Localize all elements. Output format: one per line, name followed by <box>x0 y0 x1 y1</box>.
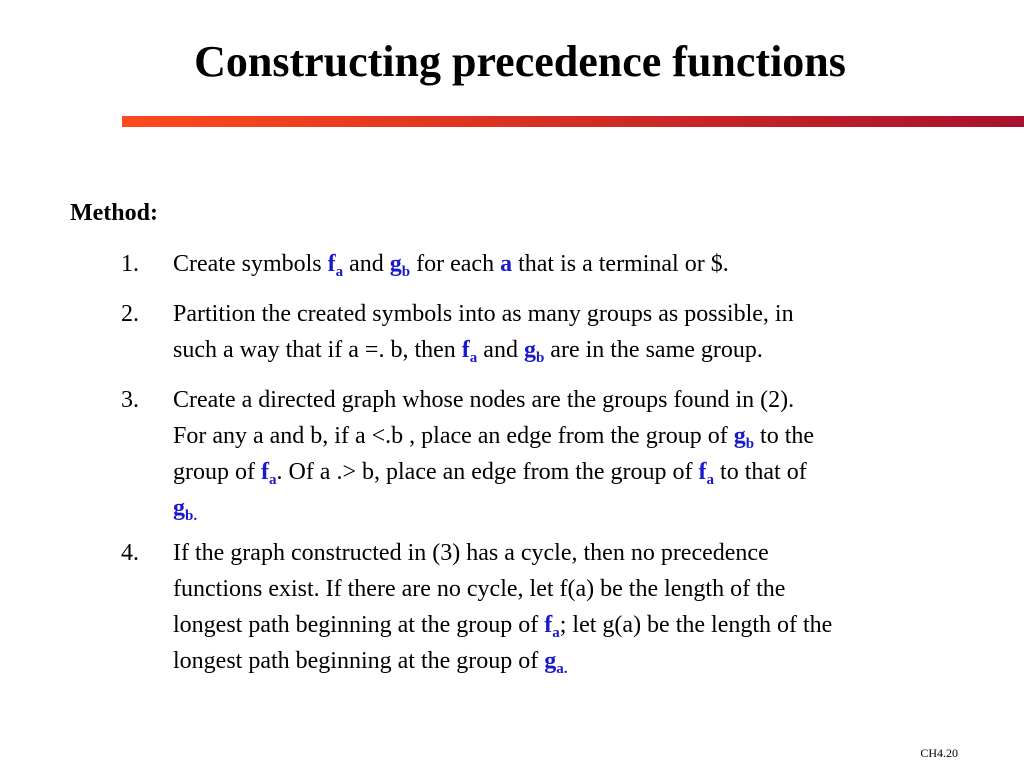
step-line <box>173 490 963 526</box>
slide-title: Constructing precedence functions <box>194 37 846 86</box>
step-text <box>173 246 963 282</box>
step-text-run: longest path beginning at the group of <box>173 612 545 638</box>
step-text <box>173 382 963 526</box>
function-symbol <box>500 251 512 277</box>
step-line <box>173 246 963 282</box>
function-symbol <box>544 648 568 677</box>
function-symbol <box>461 337 478 366</box>
symbol-subscript: b. <box>185 508 198 524</box>
symbol-subscript: a <box>552 625 560 641</box>
step-text-run: longest path beginning at the group of <box>173 648 545 674</box>
symbol-base: g <box>389 251 402 277</box>
symbol-base: a <box>500 251 513 277</box>
step-text <box>173 296 963 368</box>
step-text-run: Partition the created symbols into as many groups as possible, in <box>173 301 794 327</box>
step-number: 4. <box>121 540 139 566</box>
step-line <box>173 607 963 643</box>
function-symbol <box>260 459 277 488</box>
step-number: 3. <box>121 387 139 413</box>
step-text-run: and <box>477 337 524 363</box>
step-text-run: If the graph constructed in (3) has a cycle, then no precedence <box>173 540 769 566</box>
step-line <box>173 296 963 332</box>
step-text-run: Create symbols <box>173 251 328 277</box>
step-text-run: that is a terminal or $. <box>512 251 729 277</box>
step-line <box>173 643 963 679</box>
function-symbol <box>389 251 411 280</box>
step-line <box>173 382 963 418</box>
symbol-base: f <box>327 251 336 277</box>
page-number: CH4.20 <box>920 746 958 760</box>
symbol-base: g <box>733 423 746 449</box>
symbol-subscript: b <box>535 350 545 366</box>
symbol-subscript: b <box>401 264 411 280</box>
function-symbol <box>544 612 560 641</box>
step-text-run: are in the same group. <box>544 337 763 363</box>
symbol-subscript: a <box>469 350 478 366</box>
symbol-base: f <box>698 459 707 485</box>
step-text-run: for each <box>410 251 501 277</box>
function-symbol <box>698 459 715 488</box>
step-text <box>173 535 963 679</box>
step-line <box>173 571 963 607</box>
symbol-base: g <box>523 337 536 363</box>
step-text-run: such a way that if a =. b, then <box>173 337 462 363</box>
step-line <box>173 332 963 368</box>
symbol-base: f <box>260 459 269 485</box>
step-text-run: For any a and b, if a <.b , place an edge from the group of <box>173 423 734 449</box>
symbol-base: g <box>544 648 557 674</box>
symbol-base: f <box>544 612 553 638</box>
step-text-run: to that of <box>714 459 807 485</box>
step-line <box>173 454 963 490</box>
symbol-subscript: a <box>268 472 277 488</box>
symbol-base: f <box>461 337 470 363</box>
symbol-subscript: a. <box>556 661 568 677</box>
function-symbol <box>173 495 198 524</box>
step-line <box>173 418 963 454</box>
function-symbol <box>523 337 545 366</box>
step-number: 1. <box>121 251 139 277</box>
step-text-run: group of <box>173 459 261 485</box>
step-text-run: and <box>343 251 390 277</box>
section-heading: Method: <box>70 200 158 226</box>
symbol-base: g <box>173 495 185 521</box>
function-symbol <box>327 251 344 280</box>
step-text-run: functions exist. If there are no cycle, let f(a) be the length of the <box>173 576 786 602</box>
symbol-subscript: a <box>706 472 715 488</box>
step-text-run: Create a directed graph whose nodes are the groups found in (2). <box>173 387 795 413</box>
step-text-run: ; let g(a) be the length of the <box>559 612 833 638</box>
step-number: 2. <box>121 301 139 327</box>
symbol-subscript: b <box>745 436 755 452</box>
symbol-subscript: a <box>335 264 344 280</box>
step-text-run: . Of a .> b, place an edge from the group of <box>276 459 699 485</box>
function-symbol <box>733 423 755 452</box>
step-line <box>173 535 963 571</box>
step-text-run: to the <box>754 423 815 449</box>
